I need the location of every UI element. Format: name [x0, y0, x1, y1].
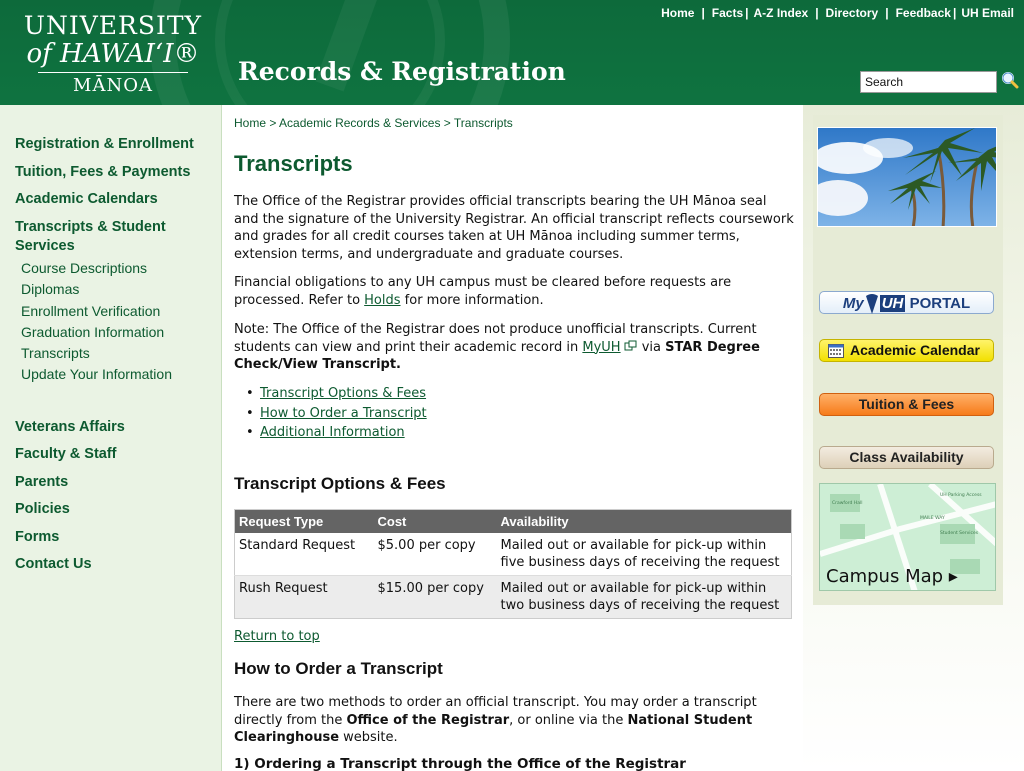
table-of-contents	[246, 384, 427, 443]
order-paragraph	[234, 694, 794, 747]
table-row	[235, 575, 792, 618]
sidebar-item-policies[interactable]: Policies	[15, 501, 70, 518]
toc-item	[246, 384, 427, 404]
sidebar-item-forms[interactable]: Forms	[15, 528, 60, 545]
table-cell: Mailed out or available for pick-up within five business days of receiving the request	[497, 533, 792, 576]
svg-text:MAILE WAY: MAILE WAY	[920, 516, 945, 521]
academic-calendar-button[interactable]	[819, 339, 994, 362]
calendar-icon	[828, 343, 844, 358]
breadcrumb-academic-records[interactable]: Academic Records & Services	[279, 116, 441, 130]
sidebar-item-contact[interactable]: Contact Us	[15, 556, 92, 573]
palm-trees-photo	[817, 127, 997, 227]
toc-link-how-to-order[interactable]: How to Order a Transcript	[260, 405, 427, 421]
sidebar-subnav	[15, 258, 221, 386]
myuh-link[interactable]: MyUH	[582, 339, 621, 355]
star-degree-check: STAR Degree Check/View Transcript.	[234, 339, 760, 373]
note-text: Note: The Office of the Registrar does not produce unofficial transcripts. Current students can view and print their academic record in	[234, 322, 757, 355]
top-link-separator: |	[885, 6, 889, 20]
sidebar-subitem-graduation-information[interactable]: Graduation Information	[21, 323, 165, 340]
site-header	[0, 0, 1024, 105]
sidebar-subitem-course-descriptions[interactable]: Course Descriptions	[21, 260, 148, 276]
top-link-uh-email[interactable]: UH Email	[961, 6, 1014, 20]
sidebar-subitem-enrollment-verification[interactable]: Enrollment Verification	[21, 302, 161, 319]
return-to-top-link[interactable]: Return to top	[234, 629, 320, 644]
sidebar-item-veterans[interactable]: Veterans Affairs	[15, 418, 125, 435]
financial-paragraph	[234, 274, 794, 309]
financial-text-end: for more information.	[400, 292, 544, 308]
sidebar-nav	[0, 105, 221, 574]
breadcrumb-separator: >	[269, 116, 280, 130]
myuh-mid: UH	[881, 295, 904, 312]
top-link-home[interactable]: Home	[661, 6, 695, 20]
page-title: Transcripts	[234, 151, 353, 176]
sidebar-item-parents[interactable]: Parents	[15, 473, 69, 490]
toc-item	[246, 423, 427, 443]
table-cell: Standard Request	[235, 533, 374, 576]
logo-rule	[38, 72, 188, 73]
svg-text:Student Services: Student Services	[940, 531, 979, 536]
top-link-feedback[interactable]: Feedback	[895, 6, 951, 20]
top-link-az-index[interactable]: A-Z Index	[753, 6, 809, 20]
table-cell: $5.00 per copy	[374, 533, 497, 576]
toc-link-additional-info[interactable]: Additional Information	[260, 425, 405, 440]
table-header-cell: Request Type	[235, 510, 374, 533]
site-title[interactable]: Records & Registration	[238, 57, 566, 86]
tuition-fees-label: Tuition & Fees	[858, 396, 955, 412]
clearinghouse-bold: National Student Clearinghouse	[234, 712, 753, 746]
breadcrumb-current: Transcripts	[453, 116, 513, 130]
order-text: There are two methods to order an official transcript. You may order a transcript directly from the	[234, 695, 757, 728]
financial-text: Financial obligations to any UH campus must be cleared before requests are processed. Refer to	[234, 275, 732, 308]
table-header-cell: Availability	[497, 510, 792, 533]
logo-line2: of HAWAIʻI®	[26, 39, 200, 69]
table-row	[235, 533, 792, 576]
sidebar-item-tuition[interactable]: Tuition, Fees & Payments	[15, 163, 191, 180]
top-link-directory[interactable]: Directory	[825, 6, 879, 20]
section-title-ordering-registrar: 1) Ordering a Transcript through the Office of the Registrar	[234, 756, 686, 771]
fees-table	[234, 509, 792, 619]
class-availability-label: Class Availability	[849, 449, 964, 465]
svg-text:Crawford Hall: Crawford Hall	[832, 501, 863, 506]
palm-trees-image	[818, 128, 997, 227]
academic-calendar-label: Academic Calendar	[850, 342, 980, 358]
sidebar-item-registration[interactable]: Registration & Enrollment	[15, 136, 194, 152]
top-link-separator: |	[815, 6, 819, 20]
myuh-portal-button[interactable]	[819, 291, 994, 314]
table-cell: $15.00 per copy	[374, 575, 497, 618]
myuh-portal-label: PORTAL	[909, 295, 971, 312]
breadcrumb-home[interactable]: Home	[234, 116, 267, 130]
note-text-mid: via	[637, 339, 666, 355]
external-link-icon	[624, 340, 638, 351]
campus-map-link[interactable]	[819, 483, 996, 591]
top-links	[661, 6, 1014, 20]
section-title-options-fees: Transcript Options & Fees	[234, 474, 446, 493]
order-text-end: website.	[339, 730, 398, 746]
sidebar-item-calendars[interactable]: Academic Calendars	[15, 191, 158, 207]
top-link-separator: |	[952, 6, 957, 20]
tuition-fees-button[interactable]	[819, 393, 994, 416]
holds-link[interactable]: Holds	[364, 292, 401, 308]
sidebar-subitem-transcripts[interactable]: Transcripts	[21, 345, 90, 362]
toc-link-options-fees[interactable]: Transcript Options & Fees	[260, 386, 427, 401]
logo-line1: UNIVERSITY	[23, 11, 203, 40]
table-cell: Mailed out or available for pick-up within two business days of receiving the request	[497, 575, 792, 618]
sidebar-subitem-diplomas[interactable]: Diplomas	[21, 281, 80, 298]
top-link-separator: |	[701, 6, 705, 20]
search-input[interactable]	[860, 71, 997, 93]
order-text-mid: , or online via the	[509, 712, 628, 728]
myuh-prefix: My	[842, 295, 864, 312]
table-cell: Rush Request	[235, 575, 374, 618]
campus-map-label: Campus Map ▸	[826, 566, 958, 587]
breadcrumb-separator: >	[443, 116, 454, 130]
breadcrumb	[234, 116, 513, 130]
note-paragraph	[234, 321, 794, 374]
left-sidebar	[0, 105, 222, 771]
toc-item	[246, 404, 427, 424]
table-header-cell: Cost	[374, 510, 497, 533]
university-logo[interactable]	[18, 12, 208, 96]
myuh-swoosh-icon	[864, 292, 880, 314]
logo-line3: MĀNOA	[73, 75, 153, 96]
top-link-separator: |	[745, 6, 749, 20]
search-icon[interactable]	[1000, 70, 1020, 90]
table-header-row	[235, 510, 792, 533]
top-link-facts[interactable]: Facts	[711, 6, 744, 20]
intro-paragraph: The Office of the Registrar provides official transcripts bearing the UH Mānoa seal and the signature of the University Registrar. An official transcript reflects coursework and grades for all credit courses taken at UH Mānoa including summer terms, extension terms, and undergraduate and graduate courses.	[234, 194, 794, 262]
sidebar-subitem-update-info[interactable]: Update Your Information	[21, 366, 172, 383]
class-availability-button[interactable]	[819, 446, 994, 469]
office-registrar-bold: Office of the Registrar	[346, 712, 510, 728]
sidebar-item-transcripts-services[interactable]: Transcripts & Student Services	[15, 218, 166, 254]
section-title-how-to-order: How to Order a Transcript	[234, 659, 443, 678]
sidebar-item-faculty-staff[interactable]: Faculty & Staff	[15, 446, 117, 463]
svg-text:UH Parking Access: UH Parking Access	[940, 493, 982, 498]
